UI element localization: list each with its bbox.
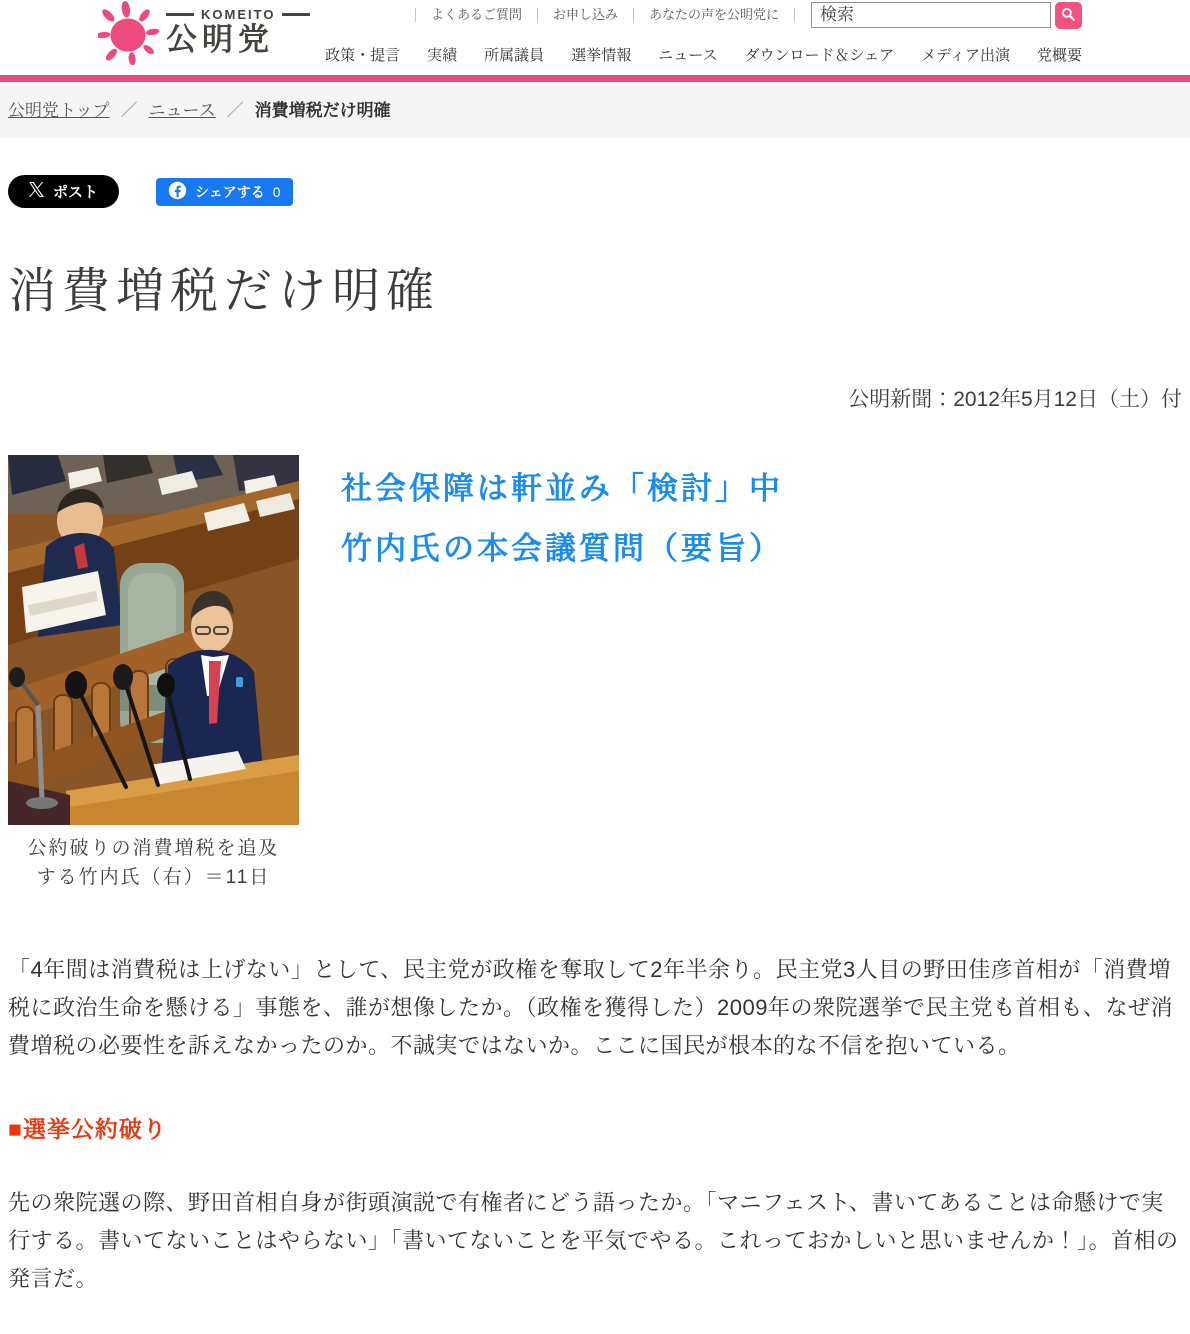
header-right xyxy=(325,2,1082,65)
utility-link-voice[interactable]: あなたの声を公明党に xyxy=(633,8,794,22)
facebook-share-count: 0 xyxy=(272,183,281,200)
article-photo xyxy=(8,455,299,825)
breadcrumb-separator: ／ xyxy=(120,101,138,120)
subheadline-line2: 竹内氏の本会議質問（要旨） xyxy=(341,531,783,566)
page-title: 消費増税だけ明確 xyxy=(8,265,441,318)
facebook-share-button[interactable] xyxy=(156,178,293,206)
breadcrumb xyxy=(8,96,1182,121)
logo-komeito-en: KOMEITO xyxy=(166,7,310,22)
nav-election-info[interactable]: 選挙情報 xyxy=(571,47,632,64)
search-button[interactable] xyxy=(1055,2,1082,29)
social-share-row xyxy=(8,175,1182,208)
breadcrumb-strip xyxy=(0,82,1190,138)
search-box xyxy=(811,2,1082,29)
utility-nav xyxy=(415,8,811,22)
article-subheadline xyxy=(341,455,783,893)
nav-policy[interactable]: 政策・提言 xyxy=(325,47,401,64)
article-content xyxy=(0,175,1190,1298)
sun-logo-icon xyxy=(98,1,160,65)
accent-divider-bar xyxy=(0,75,1190,82)
nav-party-overview[interactable]: 党概要 xyxy=(1036,47,1082,64)
breadcrumb-news[interactable]: ニュース xyxy=(148,101,216,120)
article-photo-figure xyxy=(8,455,299,893)
photo-caption-line2: する竹内氏（右）＝11日 xyxy=(36,867,271,889)
utility-link-faq[interactable]: よくあるご質問 xyxy=(415,8,537,22)
facebook-share-label: シェアする xyxy=(195,183,265,200)
photo-caption xyxy=(8,834,299,893)
article-top-section xyxy=(8,455,1182,893)
logo-text xyxy=(166,1,310,57)
article-paragraph-2: 先の衆院選の際、野田首相自身が街頭演説で有権者にどう語ったか。「マニフェスト、書いてあることは命懸けで実行する。書いてないことはやらない」「書いてないことを平気でやる。これっておかしいと思いませんか！」。首相の発言だ。 xyxy=(8,1189,1179,1291)
search-icon xyxy=(1061,7,1076,25)
subheadline-line1: 社会保障は軒並み「検討」中 xyxy=(341,471,783,506)
article-paragraph-1: 「4年間は消費税は上げない」として、民主党が政権を奪取して2年半余り。民主党3人目の野田佳彦首相が「消費増税に政治生命を懸ける」事態を、誰が想像したか。（政権を獲得した）2009年の衆院選挙で民主党も首相も、なぜ消費増税の必要性を訴えなかったのか。不誠実ではないか。ここに国民が根本的な不信を抱いている。 xyxy=(8,956,1173,1058)
photo-caption-line1: 公約破りの消費増税を追及 xyxy=(27,838,280,859)
komeito-logo[interactable] xyxy=(98,1,310,65)
breadcrumb-current: 消費増税だけ明確 xyxy=(254,101,391,120)
header-top-row xyxy=(415,2,1082,29)
section-heading-election-promise: ■選挙公約破り xyxy=(8,1115,167,1142)
facebook-logo-icon xyxy=(168,181,187,203)
nav-media[interactable]: メディア出演 xyxy=(921,47,1010,64)
x-logo-icon xyxy=(29,182,44,201)
nav-members[interactable]: 所属議員 xyxy=(484,47,545,64)
logo-party-name: 公明党 xyxy=(166,22,274,57)
main-nav xyxy=(325,44,1082,65)
breadcrumb-home[interactable]: 公明党トップ xyxy=(8,101,110,120)
nav-achievements[interactable]: 実績 xyxy=(427,47,458,64)
x-post-label: ポスト xyxy=(53,184,99,201)
site-header xyxy=(0,0,1190,75)
nav-download-share[interactable]: ダウンロード＆シェア xyxy=(744,47,895,64)
search-input[interactable] xyxy=(811,2,1051,28)
x-post-button[interactable] xyxy=(8,175,119,208)
utility-link-apply[interactable]: お申し込み xyxy=(537,8,633,22)
breadcrumb-separator: ／ xyxy=(226,101,244,120)
article-date: 公明新聞：2012年5月12日（土）付 xyxy=(848,388,1182,411)
nav-news[interactable]: ニュース xyxy=(658,47,718,64)
